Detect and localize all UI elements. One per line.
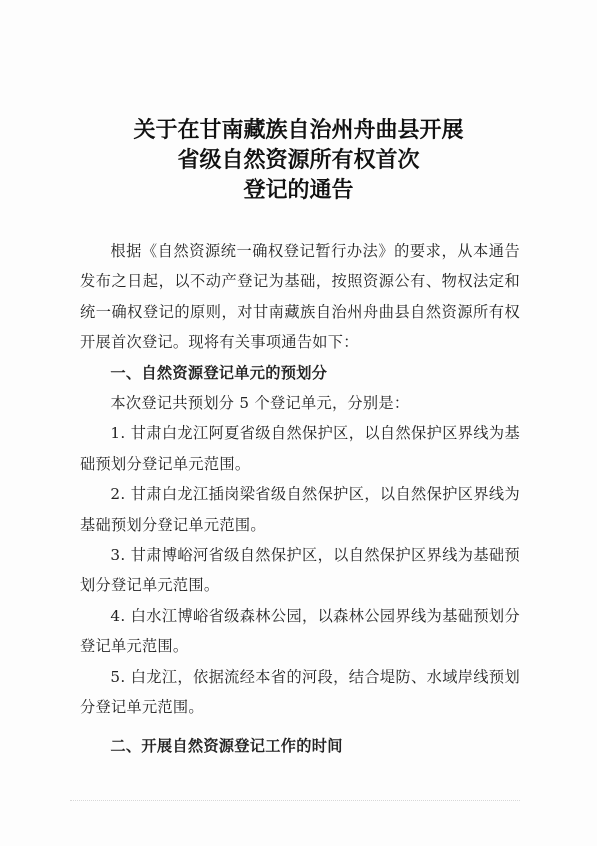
notice-body (80, 236, 520, 761)
notice-title (0, 115, 597, 205)
unit-item-5: 5. 白龙江，依据流经本省的河段，结合堤防、水域岸线预划分登记单元范围。 (80, 667, 520, 717)
section-2-heading: 二、开展自然资源登记工作的时间 (110, 736, 343, 755)
section-1-summary: 本次登记共预划分 5 个登记单元，分别是： (110, 394, 410, 413)
scan-edge-divider (70, 800, 520, 801)
unit-item-3: 3. 甘肃博峪河省级自然保护区，以自然保护区界线为基础预划分登记单元范围。 (80, 546, 520, 595)
unit-item-4: 4. 白水江博峪省级森林公园，以森林公园界线为基础预划分登记单元范围。 (80, 606, 520, 656)
section-1-heading: 一、自然资源登记单元的预划分 (110, 363, 328, 382)
unit-item-1: 1. 甘肃白龙江阿夏省级自然保护区，以自然保护区界线为基础预划分登记单元范围。 (80, 424, 520, 473)
unit-item-2: 2. 甘肃白龙江插岗梁省级自然保护区，以自然保护区界线为基础预划分登记单元范围。 (80, 485, 520, 534)
title-line-2: 省级自然资源所有权首次 (177, 147, 420, 173)
title-line-1: 关于在甘南藏族自治州舟曲县开展 (133, 117, 464, 143)
title-line-3: 登记的通告 (243, 177, 354, 203)
intro-paragraph: 根据《自然资源统一确权登记暂行办法》的要求，从本通告发布之日起，以不动产登记为基础，按照资源公有、物权法定和统一确权登记的原则，对甘南藏族自治州舟曲县自然资源所有权开展首次登记。现将有关事项通告如下： (80, 242, 520, 352)
